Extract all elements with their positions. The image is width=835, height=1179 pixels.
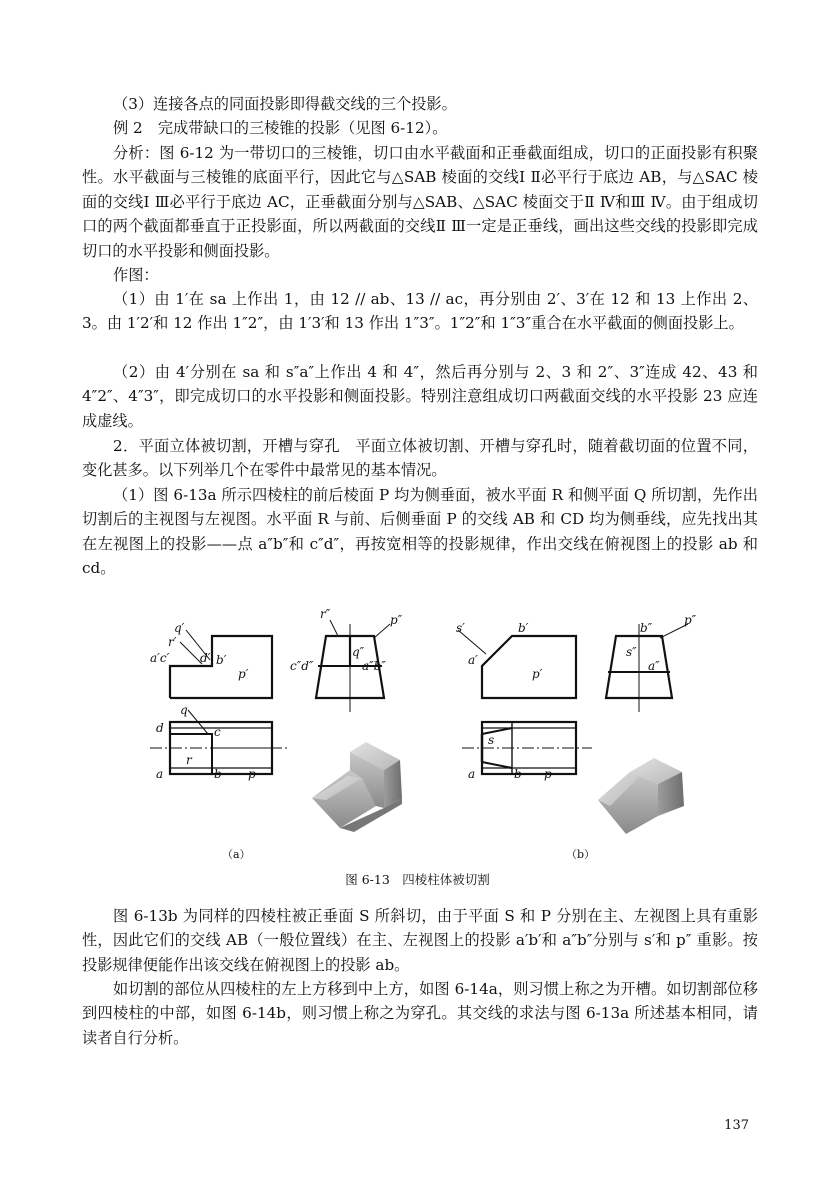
label-q: q	[180, 703, 188, 717]
label-p-double-b: p″	[684, 613, 697, 627]
example-heading: 例 2 完成带缺口的三棱锥的投影（见图 6-12）。	[113, 119, 448, 137]
label-a-prime-b: a′	[468, 653, 478, 667]
label-p-b: p	[544, 767, 552, 781]
figure-6-13	[140, 602, 720, 870]
label-cd-double: c″d″	[290, 659, 314, 673]
label-q-prime: q′	[174, 621, 185, 635]
label-b-double-b: b″	[640, 621, 653, 635]
label-d: d	[156, 721, 164, 735]
label-p: p	[248, 767, 256, 781]
view-b-top	[462, 722, 592, 774]
page-number: 137	[724, 1118, 749, 1133]
para-construct: 作图：	[113, 266, 159, 284]
label-r-double: r″	[320, 607, 331, 621]
view-b-side	[606, 624, 688, 712]
para-analysis: 分析：图 6-12 为一带切口的三棱锥，切口由水平截面和正垂截面组成，切口的正面投影有积聚性。水平截面与三棱锥的底面平行，因此它与△SAB 棱面的交线Ⅰ Ⅱ必平行于底边 AB，与△SAC 棱面的交线Ⅰ Ⅲ必平行于底边 AC，正垂截面分别与△SAB、△SAC 棱面交于Ⅱ Ⅳ和Ⅲ Ⅳ。由于组成切口的两个截面都垂直于正投影面，所以两截面的交线Ⅱ Ⅲ一定是正垂线，画出这些交线的投影即完成切口的水平投影和侧面投影。	[82, 144, 758, 260]
figure-caption: 图 6-13 四棱柱体被切割	[345, 872, 490, 887]
label-b-prime: b′	[216, 653, 227, 667]
label-b-prime-b: b′	[518, 621, 529, 635]
para-6-14: 如切割的部位从四棱柱的左上方移到中上方，如图 6-14a，则习惯上称之为开槽。如切割部位移到四棱柱的中部，如图 6-14b，则习惯上称之为穿孔。其交线的求法与图 6-13a 所述基本相同，请读者自行分析。	[82, 980, 758, 1047]
label-s-prime: s′	[456, 621, 465, 635]
label-s-double-b: s″	[626, 645, 637, 659]
view-a-top	[150, 710, 288, 774]
label-b-b: b	[514, 767, 522, 781]
label-q-double: q″	[352, 645, 365, 659]
para-step-1: （1）由 1′在 sa 上作出 1，由 12 // ab、13 // ac，再分别由 2′、3′在 12 和 13 上作出 2、3。由 1′2′和 12 作出 1″2″，由 1′3′和 13 作出 1″3″。1″2″和 1″3″重合在水平截面的侧面投影上。	[82, 290, 758, 333]
label-ac-prime: a′c′	[150, 651, 170, 665]
label-c: c	[214, 725, 221, 739]
para-section-2: 2．平面立体被切割，开槽与穿孔 平面立体被切割、开槽与穿孔时，随着截切面的位置不同，变化甚多。以下列举几个在零件中最常见的基本情况。	[82, 437, 758, 480]
render-a-3d	[312, 742, 402, 832]
para-1: （3）连接各点的同面投影即得截交线的三个投影。	[113, 95, 457, 113]
label-p-prime: p′	[238, 667, 249, 681]
label-p-prime-b: p′	[532, 667, 543, 681]
label-ab-double: a″b″	[362, 659, 386, 673]
label-r-prime: r′	[168, 635, 177, 649]
subfigure-label-a: （a）	[222, 848, 251, 861]
label-a-b: a	[468, 767, 476, 781]
subfigure-label-b: （b）	[566, 848, 596, 861]
label-a: a	[156, 767, 164, 781]
label-b: b	[214, 767, 222, 781]
label-p-double: p″	[390, 613, 403, 627]
label-r: r	[186, 753, 192, 767]
para-6-13b: 图 6-13b 为同样的四棱柱被正垂面 S 所斜切，由于平面 S 和 P 分别在主、左视图上具有重影性，因此它们的交线 AB（一般位置线）在主、左视图上的投影 a′b′和 a″b″分别与 s′和 p″ 重影。按投影规律便能作出该交线在俯视图上的投影 ab。	[82, 907, 758, 974]
label-s-b: s	[488, 733, 495, 747]
render-b-3d	[598, 758, 684, 834]
para-step-2: （2）由 4′分别在 sa 和 s″a″上作出 4 和 4″，然后再分别与 2、3 和 2″、3″连成 42、43 和 4″2″、4″3″，即完成切口的水平投影和侧面投影。特别注意组成切口两截面交线的水平投影 23 应连成虚线。	[82, 363, 758, 430]
para-6-13a: （1）图 6-13a 所示四棱柱的前后棱面 P 均为侧垂面，被水平面 R 和侧平面 Q 所切割，先作出切割后的主视图与左视图。水平面 R 与前、后侧垂面 P 的交线 AB 和 CD 均为侧垂线，应先找出其在左视图上的投影——点 a″b″和 c″d″，再按宽相等的投影规律，作出交线在俯视图上的投影 ab 和 cd。	[82, 486, 758, 578]
label-d-prime: d′	[200, 651, 211, 665]
label-a-double-b: a″	[648, 659, 660, 673]
